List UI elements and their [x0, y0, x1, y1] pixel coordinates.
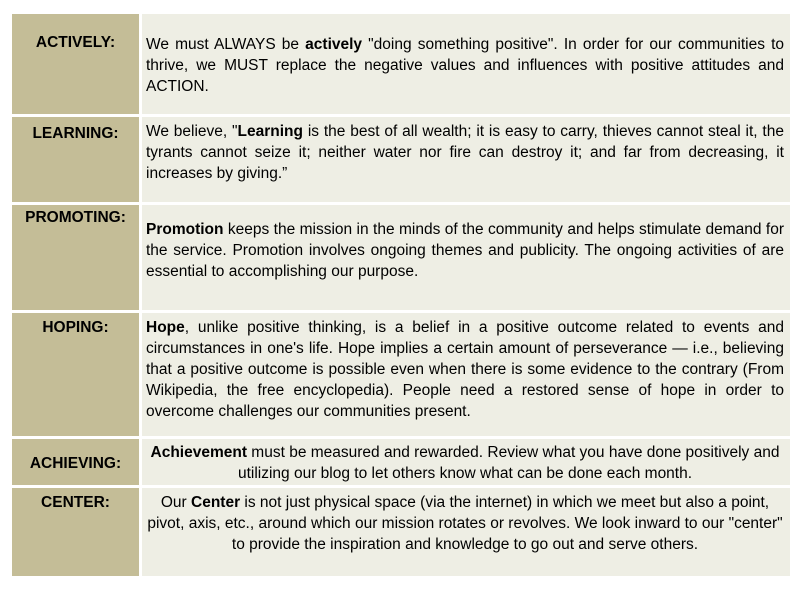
row-description: Our Center is not just physical space (via the internet) in which we meet but also a point, pivot, axis, etc., around which our mission rotates or revolves. We look inward to our "center" to provide the inspiration and knowledge to go out and serve others.	[142, 488, 790, 576]
row-label: PROMOTING:	[12, 205, 142, 310]
row-description: Promotion keeps the mission in the minds of the community and helps stimulate demand for the service. Promotion involves ongoing themes and publicity. The ongoing activities of are essential to accomplishing our purpose.	[142, 205, 790, 310]
table-row-hoping	[12, 313, 790, 439]
keyword: actively	[305, 36, 363, 53]
keyword: Center	[191, 494, 241, 511]
table-row-promoting	[12, 205, 790, 313]
table-row-achieving	[12, 439, 790, 488]
row-label: ACHIEVING:	[12, 439, 142, 485]
row-description: Hope, unlike positive thinking, is a belief in a positive outcome related to events and circumstances in one's life. Hope implies a certain amount of perseverance — i.e., believing that a positive outcome is possible even when there is some evidence to the contrary (From Wikipedia, the free encyclopedia). People need a restored sense of hope in order to overcome challenges our communities present.	[142, 313, 790, 436]
row-label: ACTIVELY:	[12, 14, 142, 114]
row-description: Achievement must be measured and rewarded. Review what you have done positively and utilizing our blog to let others know what can be done each month.	[142, 439, 790, 485]
keyword: Hope	[146, 319, 185, 336]
keyword: Learning	[237, 123, 303, 140]
table-row-center	[12, 488, 790, 576]
keyword: Achievement	[150, 444, 247, 461]
row-label: LEARNING:	[12, 117, 142, 202]
table-row-actively	[12, 14, 790, 117]
values-table	[12, 14, 790, 576]
row-label: HOPING:	[12, 313, 142, 436]
row-label: CENTER:	[12, 488, 142, 576]
row-description: We believe, "Learning is the best of all wealth; it is easy to carry, thieves cannot steal it, the tyrants cannot seize it; neither water nor fire can destroy it; and far from decreasing, it increases by giving.”	[142, 117, 790, 202]
keyword: Promotion	[146, 221, 224, 238]
row-description: We must ALWAYS be actively "doing something positive". In order for our communities to thrive, we MUST replace the negative values and influences with positive attitudes and ACTION.	[142, 14, 790, 114]
table-row-learning	[12, 117, 790, 205]
